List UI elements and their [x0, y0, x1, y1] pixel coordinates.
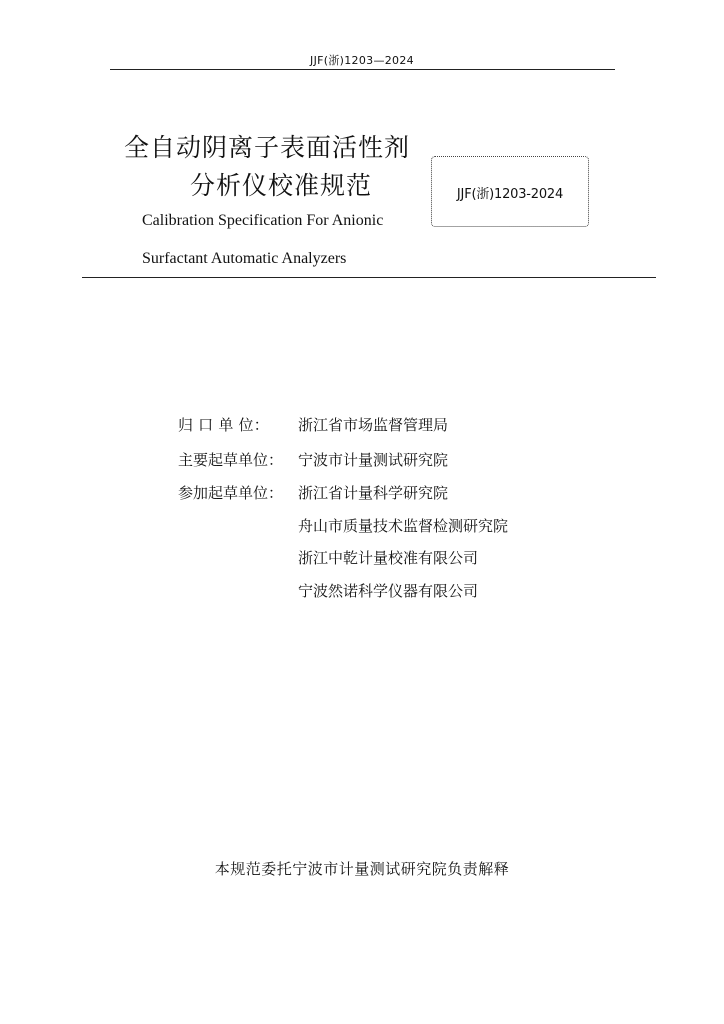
- unit-value: 浙江中乾计量校准有限公司: [298, 549, 479, 567]
- unit-label: 主要起草单位：: [178, 451, 284, 469]
- header-rule: [110, 69, 615, 70]
- unit-label: 参加起草单位：: [178, 484, 284, 502]
- unit-value: 浙江省计量科学研究院: [298, 484, 449, 502]
- spec-code-box: [431, 156, 589, 227]
- title-rule: [82, 277, 656, 278]
- spec-code-text: JJF(浙)1203-2024: [456, 187, 564, 202]
- title-english-line-1: Calibration Specification For Anionic: [142, 212, 384, 229]
- unit-label: 归 口 单 位：: [178, 416, 269, 434]
- unit-value: 宁波市计量测试研究院: [298, 451, 449, 469]
- page-header-code: JJF(浙)1203—2024: [310, 54, 414, 67]
- footer-note: 本规范委托宁波市计量测试研究院负责解释: [214, 860, 510, 878]
- title-english-line-2: Surfactant Automatic Analyzers: [142, 250, 347, 267]
- title-chinese-line-2: 分析仪校准规范: [190, 171, 373, 200]
- unit-value: 宁波然诺科学仪器有限公司: [298, 582, 479, 600]
- unit-value: 浙江省市场监督管理局: [298, 416, 449, 434]
- unit-value: 舟山市质量技术监督检测研究院: [298, 517, 509, 535]
- title-chinese-line-1: 全自动阴离子表面活性剂: [124, 133, 411, 162]
